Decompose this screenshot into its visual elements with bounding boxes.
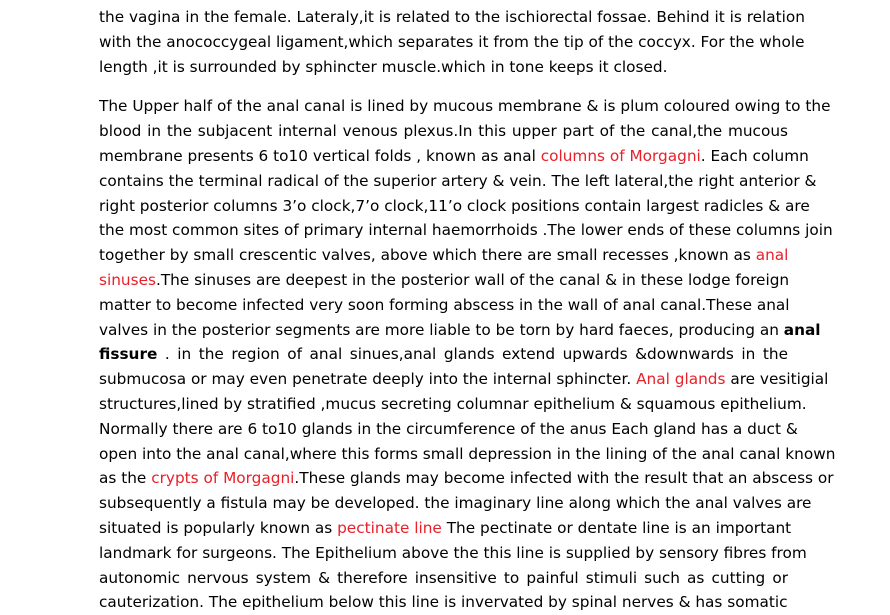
term-anal-glands: Anal glands	[636, 370, 726, 389]
text-line: cauterization. The epithelium below this line is invervated by spinal nerves & has somatic	[99, 593, 788, 612]
text-segment: . Each column	[700, 146, 809, 165]
text-line: subsequently a fistula may be developed. the imaginary line along which the anal valves are	[99, 494, 812, 513]
term-anal-fissure-part1: anal	[783, 320, 821, 339]
text-line: structures,lined by stratified ,mucus secreting columnar epithelium & squamous epithelium.	[99, 394, 807, 413]
text-line: Normally there are 6 to10 glands in the circumference of the anus Each gland has a duct &	[99, 419, 798, 438]
text-line: autonomic nervous system & therefore insensitive to painful stimuli such as cutting or	[99, 568, 788, 587]
text-line: the most common sites of primary internal haemorrhoids .The lower ends of these columns join	[99, 221, 833, 240]
text-line	[99, 243, 788, 268]
text-line: open into the anal canal,where this forms small depression in the lining of the anal canal known	[99, 444, 836, 463]
text-segment: .These glands may become infected with the result that an abscess or	[294, 469, 834, 488]
term-anal-sinuses-part2: sinuses	[99, 270, 156, 289]
text-segment: membrane presents 6 to10 vertical folds , known as anal	[99, 146, 541, 165]
text-line	[99, 367, 829, 392]
text-segment: situated is popularly known as	[99, 518, 338, 537]
paragraph-anatomy-relations	[99, 5, 805, 79]
text-line	[99, 318, 821, 343]
text-segment: . in the region of anal sinues,anal glands extend upwards &downwards in the	[157, 345, 788, 364]
paragraph-anal-canal-lining	[99, 94, 836, 615]
text-line: matter to become infected very soon forming abscess in the wall of anal canal.These anal	[99, 295, 790, 314]
text-line	[99, 516, 792, 541]
text-line: landmark for surgeons. The Epithelium above the this line is supplied by sensory fibres from	[99, 543, 807, 562]
text-line	[99, 268, 788, 293]
term-pectinate-line: pectinate line	[337, 518, 442, 537]
text-line	[99, 342, 788, 367]
text-line: the vagina in the female. Lateraly,it is related to the ischiorectal fossae. Behind it is relation	[99, 8, 805, 26]
text-segment: valves in the posterior segments are more liable to be torn by hard faeces, producing an	[99, 320, 784, 339]
document-page	[99, 5, 836, 615]
text-line	[99, 466, 834, 491]
text-line: with the anococcygeal ligament,which separates it from the tip of the coccyx. For the whole	[99, 32, 805, 51]
text-segment: together by small crescentic valves, above which there are small recesses ,known as	[99, 246, 756, 265]
text-segment: are vesitigial	[725, 370, 829, 389]
term-anal-fissure-part2: fissure	[99, 345, 158, 364]
text-line: The Upper half of the anal canal is lined by mucous membrane & is plum coloured owing to the	[99, 97, 831, 116]
text-line: blood in the subjacent internal venous plexus.In this upper part of the canal,the mucous	[99, 122, 788, 141]
text-segment: The pectinate or dentate line is an important	[441, 518, 792, 537]
text-segment: .The sinuses are deepest in the posterior wall of the canal & in these lodge foreign	[155, 270, 790, 289]
text-segment: as the	[99, 469, 152, 488]
term-columns-of-morgagni: columns of Morgagni	[540, 146, 701, 165]
term-crypts-of-morgagni: crypts of Morgagni	[151, 469, 295, 488]
text-line	[99, 144, 809, 169]
term-anal-sinuses-part1: anal	[755, 246, 789, 265]
text-segment: submucosa or may even penetrate deeply into the internal sphincter.	[99, 370, 637, 389]
text-line: length ,it is surrounded by sphincter muscle.which in tone keeps it closed.	[99, 57, 668, 76]
text-line: right posterior columns 3’o clock,7’o clock,11’o clock positions contain largest radicles & are	[99, 196, 810, 215]
text-line: contains the terminal radical of the superior artery & vein. The left lateral,the right anterior &	[99, 171, 817, 190]
